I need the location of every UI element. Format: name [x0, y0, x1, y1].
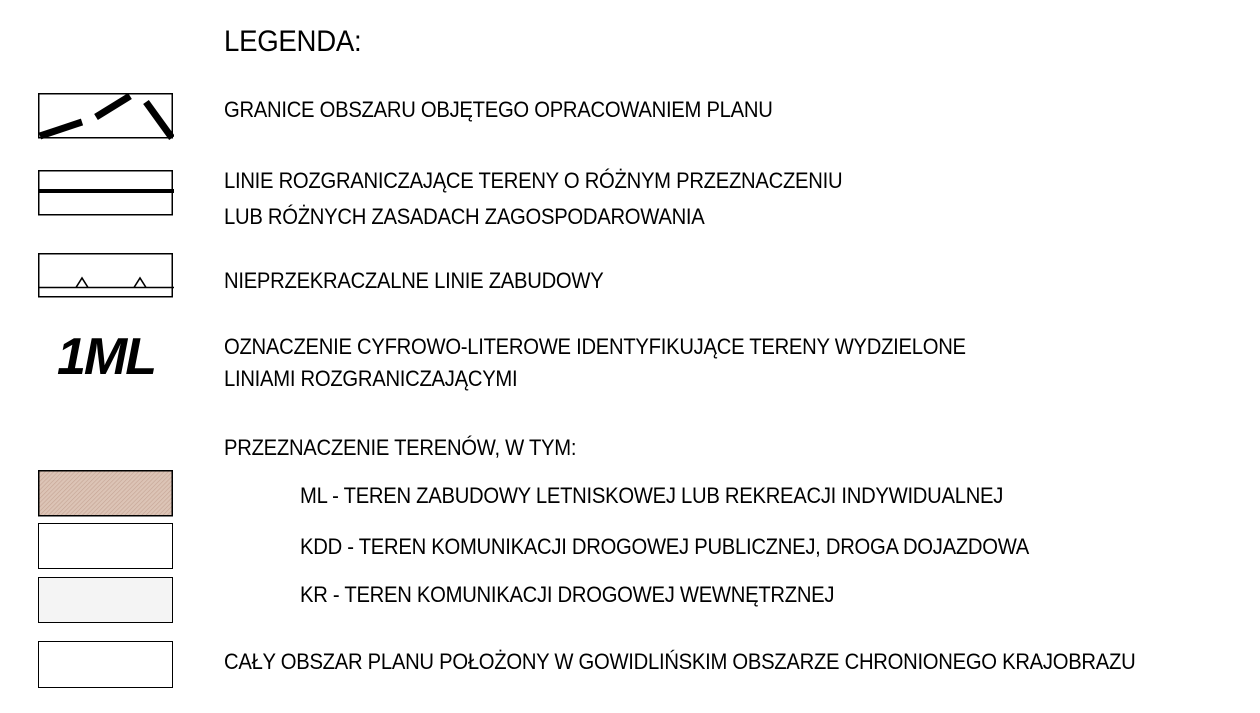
ml-label: ML - TEREN ZABUDOWY LETNISKOWEJ LUB REKREACJI INDYWIDUALNEJ: [300, 483, 1004, 508]
kdd-label: KDD - TEREN KOMUNIKACJI DROGOWEJ PUBLICZNEJ, DROGA DOJAZDOWA: [300, 534, 1030, 559]
land-use-heading: PRZEZNACZENIE TERENÓW, W TYM:: [224, 435, 577, 460]
ml-swatch: [38, 470, 174, 517]
designation-label-2: LINIAMI ROZGRANICZAJĄCYMI: [224, 366, 518, 391]
dashed-boundary-icon: [38, 92, 174, 142]
kdd-swatch: [38, 523, 173, 569]
building-lines-label: NIEPRZEKRACZALNE LINIE ZABUDOWY: [224, 268, 604, 293]
kr-swatch: [38, 577, 173, 623]
dividing-lines-label-1: LINIE ROZGRANICZAJĄCE TERENY O RÓŻNYM PRZEZNACZENIU: [224, 168, 843, 193]
boundary-label: GRANICE OBSZARU OBJĘTEGO OPRACOWANIEM PLANU: [224, 97, 773, 122]
dividing-lines-label-2: LUB RÓŻNYCH ZASADACH ZAGOSPODAROWANIA: [224, 204, 705, 229]
kr-label: KR - TEREN KOMUNIKACJI DROGOWEJ WEWNĘTRZNEJ: [300, 582, 835, 607]
building-line-icon: [38, 253, 174, 299]
dividing-line-icon: [38, 170, 174, 217]
protected-area-swatch: [38, 641, 173, 688]
protected-area-label: CAŁY OBSZAR PLANU POŁOŻONY W GOWIDLIŃSKIM OBSZARZE CHRONIONEGO KRAJOBRAZU: [224, 649, 1136, 674]
designation-code: 1ML: [57, 328, 155, 386]
legend-title: LEGENDA:: [224, 25, 362, 58]
designation-label-1: OZNACZENIE CYFROWO-LITEROWE IDENTYFIKUJĄCE TERENY WYDZIELONE: [224, 334, 966, 359]
